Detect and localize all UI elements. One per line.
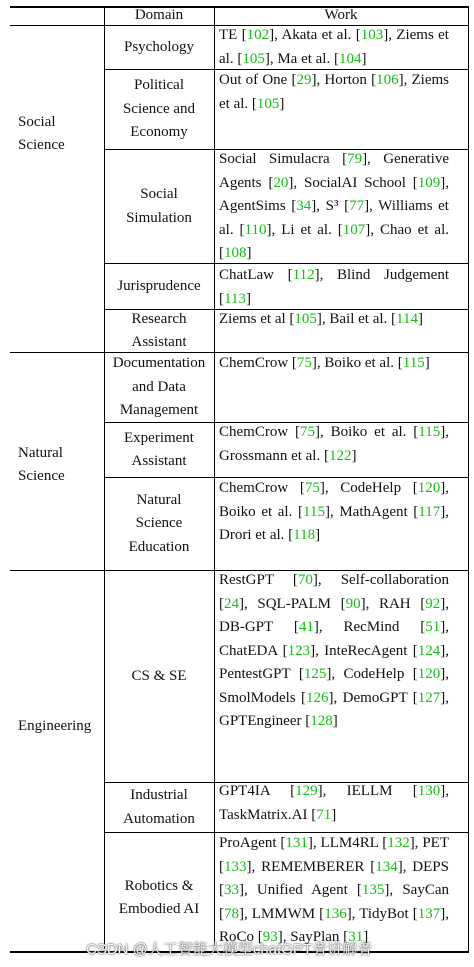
citation-link[interactable]: 128: [310, 713, 333, 729]
citation-link[interactable]: 120: [417, 480, 441, 496]
work-text: ], SQL-PALM [: [239, 595, 346, 612]
work-text: ]: [331, 806, 337, 823]
citation-link[interactable]: 117: [418, 503, 441, 520]
citation-link[interactable]: 104: [338, 50, 362, 67]
domain-cell: Natural Science Education: [128, 491, 190, 555]
work-text: ], Horton [: [311, 72, 377, 88]
work-text: ChemCrow [: [219, 424, 301, 440]
work-cell: [219, 69, 449, 116]
work-text: ChemCrow [: [219, 480, 305, 496]
citation-link[interactable]: 129: [295, 783, 318, 799]
work-cell: [219, 477, 449, 548]
citation-link[interactable]: 134: [375, 858, 398, 875]
work-text: ], RecMind [: [313, 619, 426, 635]
work-cell: [219, 569, 449, 734]
domain-cell: Psychology: [123, 38, 194, 55]
work-text: ], RoCo [: [219, 905, 449, 945]
work-text: GPT4IA [: [219, 783, 296, 799]
work-cell: [219, 148, 449, 266]
work-text: ], Li et al. [: [266, 221, 343, 238]
work-text: ], IELLM [: [317, 783, 418, 799]
citation-link[interactable]: 106: [376, 72, 399, 88]
citation-link[interactable]: 115: [418, 424, 441, 440]
citation-link[interactable]: 71: [316, 806, 332, 823]
citation-link[interactable]: 115: [303, 503, 325, 520]
work-cell: [219, 264, 449, 311]
work-text: ProAgent [: [219, 835, 286, 851]
work-text: ], S³ [: [311, 198, 350, 214]
work-text: ], Blind Judgement [: [219, 267, 449, 307]
work-text: ]: [246, 245, 252, 261]
domain-cell: Robotics & Embodied AI: [118, 877, 200, 917]
work-text: ], ChatEDA [: [219, 619, 449, 659]
work-text: ], Akata et al. [: [269, 27, 361, 43]
domain-cell: Documentation and Data Management: [112, 355, 206, 419]
work-text: Ziems et al [: [219, 311, 295, 327]
work-text: ], InteRecAgent [: [310, 642, 418, 659]
citation-link[interactable]: 102: [246, 27, 270, 43]
citation-link[interactable]: 118: [293, 527, 316, 543]
work-text: ], Generative Agents [: [219, 151, 449, 191]
citation-link[interactable]: 70: [297, 572, 313, 588]
work-text: ], MathAgent [: [324, 503, 419, 520]
citation-link[interactable]: 108: [224, 245, 247, 261]
work-text: ], DemoGPT [: [328, 689, 418, 706]
work-text: ], SocialAI School [: [288, 174, 418, 191]
citation-link[interactable]: 51: [425, 619, 441, 635]
work-text: ], Bail et al. [: [316, 311, 397, 327]
citation-link[interactable]: 136: [324, 905, 347, 922]
citation-link[interactable]: 114: [396, 311, 418, 327]
work-text: ], CodeHelp [: [319, 480, 418, 496]
work-text: ChemCrow [: [219, 355, 297, 371]
work-text: ], CodeHelp [: [326, 666, 418, 682]
citation-link[interactable]: 127: [417, 689, 441, 706]
citation-link[interactable]: 92: [425, 595, 441, 612]
work-text: ]: [417, 311, 423, 327]
domain-cell: Social Simulation: [126, 186, 192, 226]
work-text: ], AgentSims [: [219, 174, 449, 214]
citation-link[interactable]: 20: [273, 174, 289, 191]
citation-link[interactable]: 33: [224, 882, 239, 898]
work-text: ]: [245, 290, 251, 307]
work-text: ], LLM4RL [: [307, 835, 388, 851]
work-text: ], Williams et al. [: [219, 198, 449, 238]
work-text: ], TidyBot [: [346, 905, 418, 922]
domain-cell: Jurisprudence: [117, 277, 201, 294]
citation-link[interactable]: 123: [287, 642, 311, 659]
work-cell: [219, 832, 449, 950]
citation-link[interactable]: 75: [304, 480, 320, 496]
citation-link[interactable]: 133: [224, 858, 247, 875]
work-text: ], REMEMBERER [: [246, 858, 376, 875]
citation-link[interactable]: 103: [360, 27, 384, 43]
work-text: ], SmolModels [: [219, 666, 449, 706]
citation-link[interactable]: 34: [296, 198, 312, 214]
work-cell: [219, 780, 449, 827]
work-text: ], PentestGPT [: [219, 642, 449, 682]
work-text: ]: [279, 95, 285, 112]
citation-link[interactable]: 107: [342, 221, 366, 238]
work-text: ], Drori et al. [: [219, 503, 449, 543]
citation-link[interactable]: 105: [256, 95, 280, 112]
citation-link[interactable]: 78: [224, 905, 239, 922]
work-text: ], DEPS [: [219, 858, 449, 898]
work-text: ], Unified Agent [: [239, 882, 362, 898]
domain-cell: CS & SE: [131, 667, 187, 684]
citation-link[interactable]: 126: [306, 689, 329, 706]
work-text: ], Boiko et al. [: [315, 424, 419, 440]
work-text: ]: [363, 929, 369, 945]
work-text: ]: [351, 447, 357, 464]
work-text: ], LMMWM [: [239, 905, 325, 922]
work-text: ]: [315, 527, 321, 543]
col-rule-mid: [214, 6, 215, 952]
citation-link[interactable]: 122: [328, 447, 352, 464]
work-text: ], Ziems et al. [: [219, 27, 449, 67]
citation-link[interactable]: 120: [417, 666, 441, 682]
header-domain: Domain: [134, 6, 184, 23]
work-text: ], GPTEngineer [: [219, 689, 449, 729]
citation-link[interactable]: 135: [361, 882, 385, 898]
group-label: Social Science: [18, 113, 65, 153]
citation-link[interactable]: 113: [224, 290, 246, 307]
citation-link[interactable]: 24: [224, 595, 239, 612]
citation-link[interactable]: 93: [262, 929, 278, 945]
work-text: ]: [361, 50, 367, 67]
header-work: Work: [324, 6, 358, 23]
group-label: Natural Science: [18, 444, 65, 484]
citation-link[interactable]: 125: [303, 666, 327, 682]
work-text: ], TaskMatrix.AI [: [219, 783, 449, 823]
work-text: ], Boiko et al. [: [311, 355, 403, 371]
citation-link[interactable]: 77: [349, 198, 365, 214]
work-text: ], DB-GPT [: [219, 595, 449, 635]
citation-link[interactable]: 130: [417, 783, 441, 799]
citation-link[interactable]: 105: [294, 311, 317, 327]
citation-link[interactable]: 109: [417, 174, 441, 191]
citation-link[interactable]: 79: [347, 151, 363, 167]
citation-link[interactable]: 110: [244, 221, 267, 238]
work-text: ], RAH [: [360, 595, 426, 612]
domain-cell: Industrial Automation: [123, 787, 195, 827]
work-text: ], SayCan [: [219, 882, 449, 922]
citation-link[interactable]: 75: [300, 424, 316, 440]
work-text: ], PET [: [219, 835, 449, 875]
work-text: ], Grossmann et al. [: [219, 424, 449, 464]
domain-cell: Political Science and Economy: [122, 77, 196, 141]
work-text: ], Self-collaboration [: [219, 572, 449, 612]
work-text: ], Chao et al. [: [219, 221, 449, 261]
work-text: ]: [332, 713, 338, 729]
work-text: ], SayPlan [: [277, 929, 349, 945]
work-text: ], Ma et al. [: [264, 50, 339, 67]
work-text: Out of One [: [219, 72, 297, 88]
citation-link[interactable]: 112: [292, 267, 315, 283]
citation-link[interactable]: 75: [296, 355, 312, 371]
work-cell: [219, 421, 449, 468]
work-cell: [219, 308, 449, 332]
work-cell: [219, 352, 449, 376]
work-text: RestGPT [: [219, 572, 298, 588]
work-text: ], Ziems et al. [: [219, 72, 449, 112]
domain-cell: Experiment Assistant: [124, 429, 194, 469]
citation-link[interactable]: 131: [285, 835, 308, 851]
citation-link[interactable]: 90: [345, 595, 361, 612]
citation-link[interactable]: 29: [296, 72, 312, 88]
citation-link[interactable]: 132: [387, 835, 410, 851]
citation-link[interactable]: 41: [298, 619, 314, 635]
citation-link[interactable]: 105: [242, 50, 265, 67]
col-rule-left: [104, 6, 105, 952]
col-rule-right: [468, 6, 469, 952]
citation-link[interactable]: 115: [402, 355, 425, 371]
work-text: ]: [424, 355, 430, 371]
citation-link[interactable]: 124: [417, 642, 441, 659]
citation-link[interactable]: 31: [348, 929, 364, 945]
watermark: CSDN @人工智能大模型chatGPT者讲解者: [86, 941, 373, 958]
work-text: ], Boiko et al. [: [219, 480, 449, 520]
work-text: Social Simulacra [: [219, 151, 348, 167]
citation-link[interactable]: 137: [417, 905, 441, 922]
work-cell: [219, 24, 449, 71]
work-text: ChatLaw [: [219, 267, 293, 283]
domain-cell: Research Assistant: [131, 310, 187, 350]
group-label: Engineering: [18, 718, 92, 735]
work-text: TE [: [219, 27, 247, 43]
